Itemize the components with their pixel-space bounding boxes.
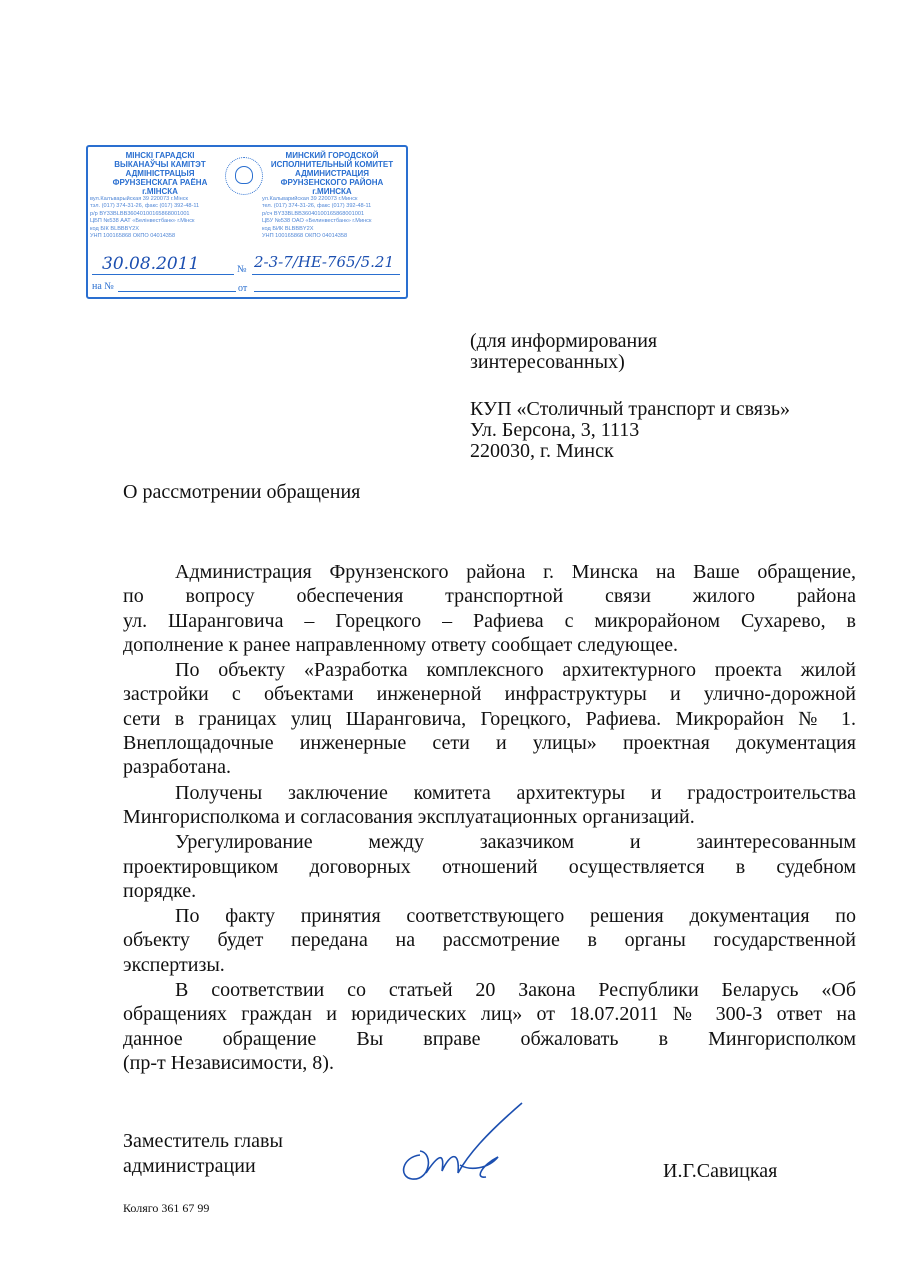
stamp-detail: ул.Кальварийская 39 220073 г.Минск — [262, 196, 358, 202]
from-label: от — [238, 283, 248, 294]
stamp-detail: код БІК BLBBBY2X — [90, 225, 139, 232]
paragraph-line: данное обращение Вы вправе обжаловать в Мингорисполком — [123, 1027, 856, 1050]
paragraph-line: объекту будет передана на рассмотрение в органы государственной — [123, 929, 856, 952]
paragraph-line: застройки с объектами инженерной инфраструктуры и улично-дорожной — [123, 683, 856, 706]
paragraph-line: проектировщиком договорных отношений осуществляется в судебном — [123, 855, 856, 878]
number-label: № — [237, 264, 247, 275]
recipient-line: Ул. Берсона, 3, 1113 — [470, 419, 640, 441]
paragraph-line: экспертизы. — [123, 953, 225, 976]
subject: О рассмотрении обращения — [123, 481, 361, 503]
paragraph — [123, 560, 856, 657]
paragraph-line: разработана. — [123, 756, 232, 779]
paragraph-line: Урегулирование между заказчиком и заинтересованным — [175, 831, 856, 854]
paragraph-line: (пр-т Независимости, 8). — [123, 1051, 334, 1074]
recipient-line: 220030, г. Минск — [470, 440, 614, 462]
signer-title: Заместитель главы — [123, 1130, 283, 1152]
paragraph — [123, 978, 856, 1075]
stamp-text: г.МИНСКА — [312, 187, 352, 196]
paragraph-line: обращениях граждан и юридических лиц» от 18.07.2011 № 300-З ответ на — [123, 1003, 856, 1026]
stamp-text: г.МІНСКА — [142, 187, 178, 196]
stamp-text: ИСПОЛНИТЕЛЬНЫЙ КОМИТЕТ — [270, 160, 394, 169]
registration-stamp — [86, 145, 408, 299]
letter-body — [123, 560, 856, 1075]
paragraph-line: По объекту «Разработка комплексного архитектурного проекта жилой — [175, 659, 856, 682]
stamp-detail: р/сч BY33BLBB36040100165868001001 — [262, 210, 365, 217]
executor-footer: Коляго 361 67 99 — [123, 1201, 210, 1215]
paragraph-line: ул. Шаранговича – Горецкого – Рафиева с микрорайоном Сухарево, в — [123, 609, 856, 632]
ref-label: на № — [92, 281, 114, 292]
stamp-text: МІНСКІ ГАРАДСКІ — [125, 151, 195, 160]
stamp-detail: тэл. (017) 374-31-26, факс (017) 392-48-11 — [90, 203, 200, 210]
stamp-detail: тел. (017) 374-31-26, факс (017) 392-48-11 — [262, 203, 372, 210]
paragraph — [123, 830, 856, 903]
stamp-text: ВЫКАНАЎЧЫ КАМІТЭТ — [114, 160, 206, 169]
outgoing-date: 30.08.2011 — [102, 254, 200, 274]
state-emblem-icon — [225, 157, 263, 195]
stamp-right-russian — [262, 151, 402, 240]
paragraph-line: Получены заключение комитета архитектуры и градостроительства — [175, 781, 856, 804]
paragraph-line: По факту принятия соответствующего решения документация по — [175, 905, 856, 928]
recipient-line: КУП «Столичный транспорт и связь» — [470, 398, 791, 420]
stamp-detail: ЦБУ №538 ОАО «Белинвестбанк» г.Минск — [262, 218, 372, 225]
signer-name: И.Г.Савицкая — [663, 1160, 778, 1182]
paragraph-line: Внеплощадочные инженерные сети и улицы» проектная документация — [123, 732, 856, 755]
paragraph-line: порядке. — [123, 879, 197, 902]
stamp-detail: ЦБП №538 ААТ «Белінвестбанк» г.Мінск — [90, 218, 195, 225]
stamp-text: АДМІНІСТРАЦЫЯ — [125, 169, 195, 178]
stamp-detail: вул.Калъварыйская 39 220073 г.Мінск — [90, 196, 188, 202]
stamp-text: АДМИНИСТРАЦИЯ — [295, 169, 369, 178]
paragraph-line: по вопросу обеспечения транспортной связи жилого района — [123, 585, 856, 608]
stamp-detail: УНП 100165868 ОКПО 04014358 — [262, 233, 348, 240]
paragraph-line: сети в границах улиц Шаранговича, Горецкого, Рафиева. Микрорайон № 1. — [123, 707, 856, 730]
paragraph-line: Мингорисполкома и согласования эксплуатационных организаций. — [123, 805, 695, 828]
paragraph-line: дополнение к ранее направленному ответу сообщает следующее. — [123, 633, 678, 656]
stamp-text: МИНСКИЙ ГОРОДСКОЙ — [285, 151, 379, 160]
paragraph — [123, 904, 856, 977]
signer-title: администрации — [123, 1155, 256, 1177]
paragraph — [123, 658, 856, 779]
stamp-left-belarusian — [90, 151, 230, 240]
paragraph-line: Администрация Фрунзенского района г. Минска на Ваше обращение, — [175, 561, 856, 583]
paragraph — [123, 781, 856, 830]
outgoing-number: 2-3-7/НЕ-765/5.21 — [254, 253, 395, 271]
stamp-text: ФРУНЗЕНСКОГО РАЙОНА — [280, 178, 384, 187]
stamp-text: ФРУНЗЕНСКАГА РАЁНА — [112, 178, 208, 187]
stamp-detail: р/р BY33BLBB36040100165868001001 — [90, 210, 190, 217]
handwritten-signature — [390, 1095, 530, 1190]
recipient-line: зинтересованных) — [470, 351, 625, 373]
stamp-detail: код БИК BLBBBY2X — [262, 225, 314, 232]
paragraph-line: В соответствии со статьей 20 Закона Республики Беларусь «Об — [175, 979, 856, 1002]
stamp-detail: УНП 100165868 ОКПО 04014358 — [90, 233, 176, 240]
recipient-line: (для информирования — [470, 330, 658, 352]
